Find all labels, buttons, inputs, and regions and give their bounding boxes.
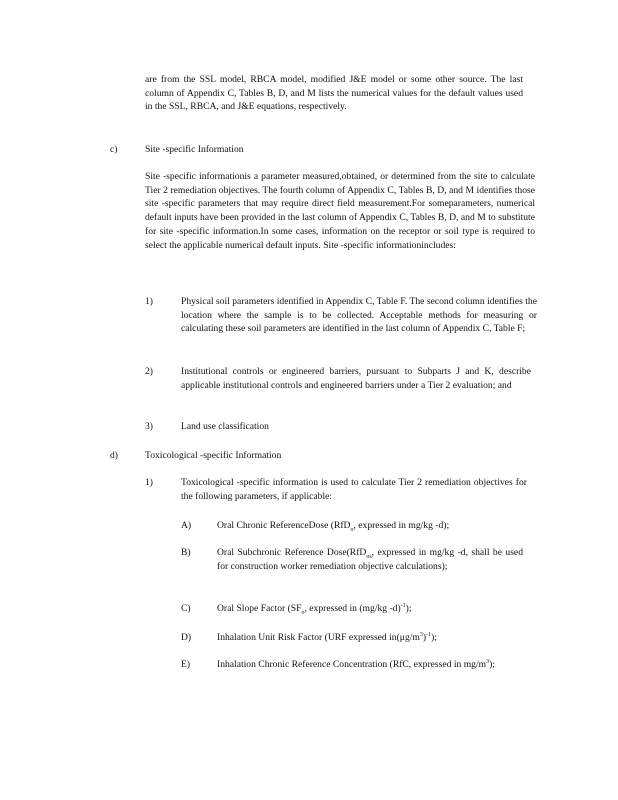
list-item-number: 1) [145,477,153,488]
section-c-heading: Site -specific Information [145,144,244,155]
section-d-label: d) [110,450,118,461]
subitem-letter: A) [181,520,192,531]
subitem-letter: E) [181,659,191,670]
list-item-text: Toxicological -specific information is used to calculate Tier 2 remediation objectives for the following parameters, if applicable: [181,477,527,502]
list-item-text: Land use classification [181,421,269,432]
subitem-text: Oral Subchronic Reference Dose(RfD$_{os}$, expressed in mg/kg -d, shall be used for construction worker remediation objective calculations); [217,547,523,572]
list-item-number: 1) [145,296,153,307]
subitem-letter: C) [181,603,191,614]
subitem-text: Inhalation Chronic Reference Concentration (RfC, expressed in $mg/m^3$); [217,658,495,670]
subitem-text: Oral Chronic ReferenceDose (RfD$_o$, expressed in mg/kg -d); [217,520,450,533]
list-item-text: Physical soil parameters identified in Appendix C, Table F. The second column identifies the location where the sample is to be collected. Acceptable methods for measuring or calculating these soil parameters are identified in the last column of Appendix C, Table F; [181,296,537,335]
subitem-text: Inhalation Unit Risk Factor (URF expressed $in(\mu g/m^3)^{-1}$); [217,631,437,643]
list-item-number: 3) [145,421,153,432]
list-item-number: 2) [145,366,153,377]
list-item-text: Institutional controls or engineered barriers, pursuant to Subparts J and K, describe applicable institutional controls and engineered barriers under a Tier 2 evaluation; and [181,366,531,391]
section-c-label: c) [110,144,118,155]
intro-paragraph: are from the SSL model, RBCA model, modified J&E model or some other source. The last column of Appendix C, Tables B, D, and M lists the numerical values for the default values used in the SSL, RBCA, and J&E equations, respectively. [145,74,523,113]
subitem-letter: B) [181,547,191,558]
subitem-letter: D) [181,632,192,643]
subitem-text: Oral Slope Factor ($SF_o$, expressed in (mg/kg -d)$^{-1}$); [217,602,412,616]
section-c-body: Site -specific informationis a parameter measured,obtained, or determined from the site to calculate Tier 2 remediation objectives. The fourth column of Appendix C, Tables B, D, and M identifies those site -specific parameters that may require direct field measurement.For someparameters, numerical default inputs have been provided in the last column of Appendix C, Tables B, D, and M to substitute for site -specific information.In some cases, information on the receptor or soil type is required to select the applicable numerical default inputs. Site -specific informationincludes: [145,171,535,251]
section-d-heading: Toxicological -specific Information [145,450,282,461]
